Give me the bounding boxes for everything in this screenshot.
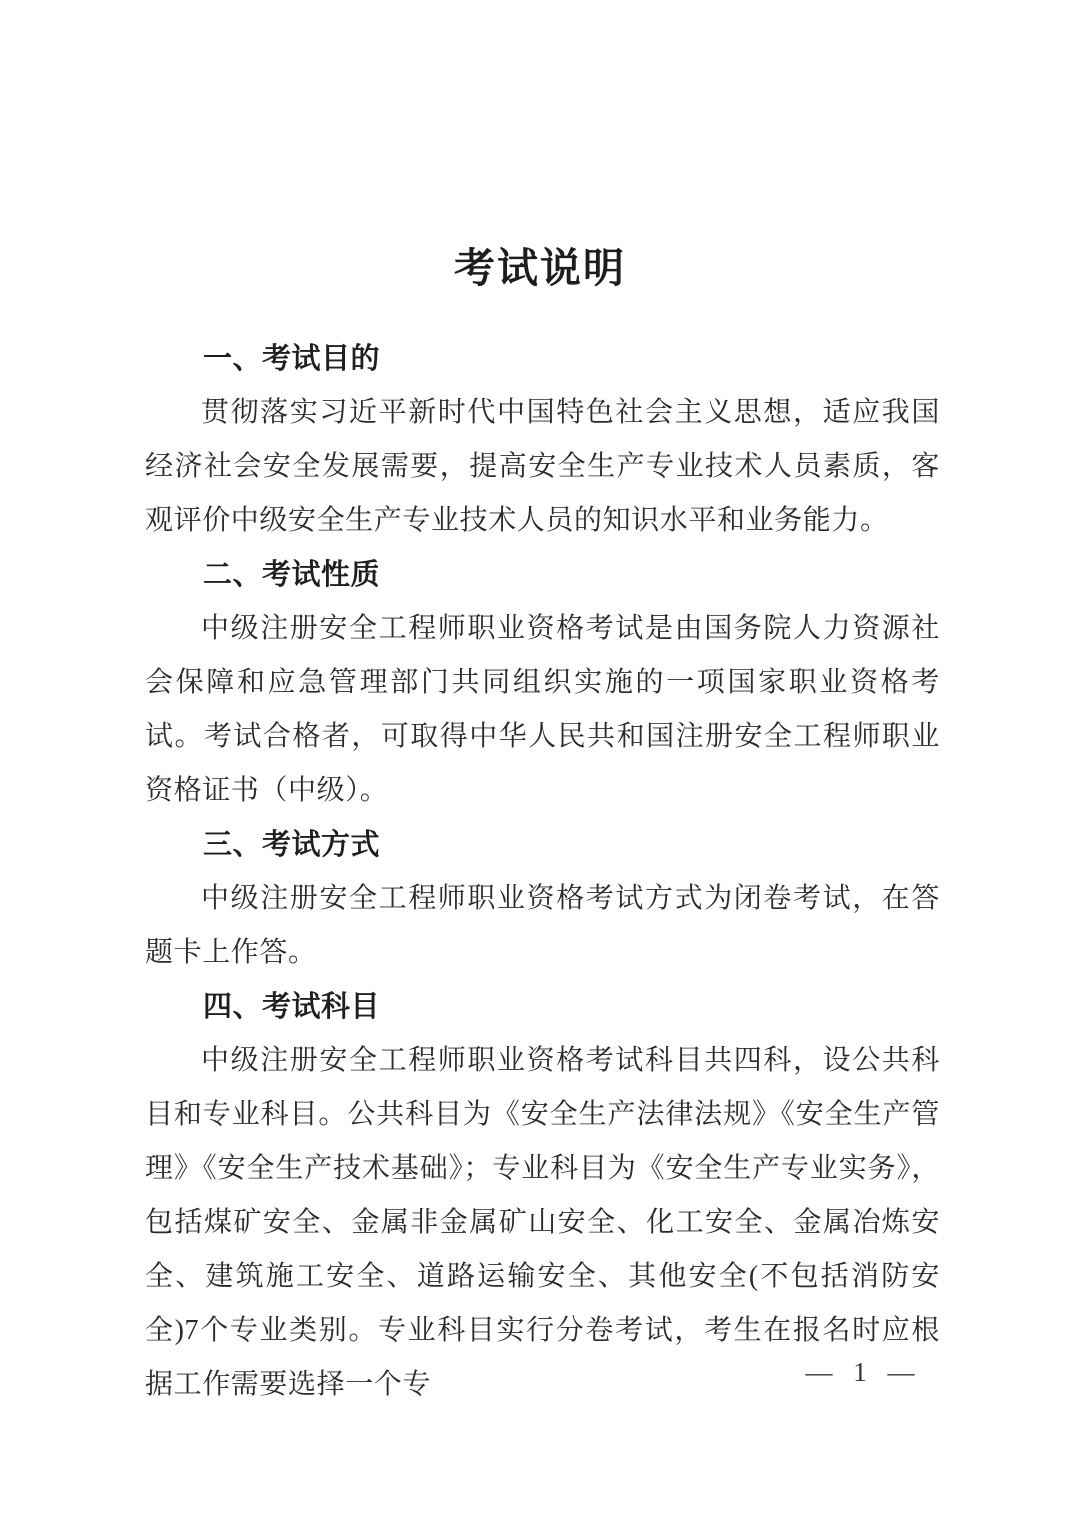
section-paragraph-exam-method: 中级注册安全工程师职业资格考试方式为闭卷考试，在答题卡上作答。 [145,883,940,968]
document-body [145,332,940,1412]
page-title: 考试说明 [454,245,626,291]
section-heading-exam-subjects: 四、考试科目 [203,991,381,1023]
section-paragraph-exam-subjects: 中级注册安全工程师职业资格考试科目共四科，设公共科目和专业科目。公共科目为《安全生产法律法规》《安全生产管理》《安全生产技术基础》；专业科目为《安全生产专业实务》，包括煤矿安全、金属非金属矿山安全、化工安全、金属冶炼安全、建筑施工安全、道路运输安全、其他安全(不包括消防安全)7个专业类别。专业科目实行分卷考试，考生在报名时应根据工作需要选择一个专 [145,1045,940,1400]
section-heading-exam-purpose: 一、考试目的 [203,343,381,375]
section-exam-subjects [145,980,940,1412]
section-exam-nature [145,548,940,818]
section-exam-method [145,818,940,980]
section-paragraph-exam-nature: 中级注册安全工程师职业资格考试是由国务院人力资源社会保障和应急管理部门共同组织实施的一项国家职业资格考试。考试合格者，可取得中华人民共和国注册安全工程师职业资格证书（中级）。 [145,613,940,806]
section-paragraph-exam-purpose: 贯彻落实习近平新时代中国特色社会主义思想，适应我国经济社会安全发展需要，提高安全生产专业技术人员素质，客观评价中级安全生产专业技术人员的知识水平和业务能力。 [145,397,940,536]
section-exam-purpose [145,332,940,548]
page-number: — 1 — [805,1357,915,1387]
section-heading-exam-nature: 二、考试性质 [203,559,381,591]
section-heading-exam-method: 三、考试方式 [203,829,381,861]
